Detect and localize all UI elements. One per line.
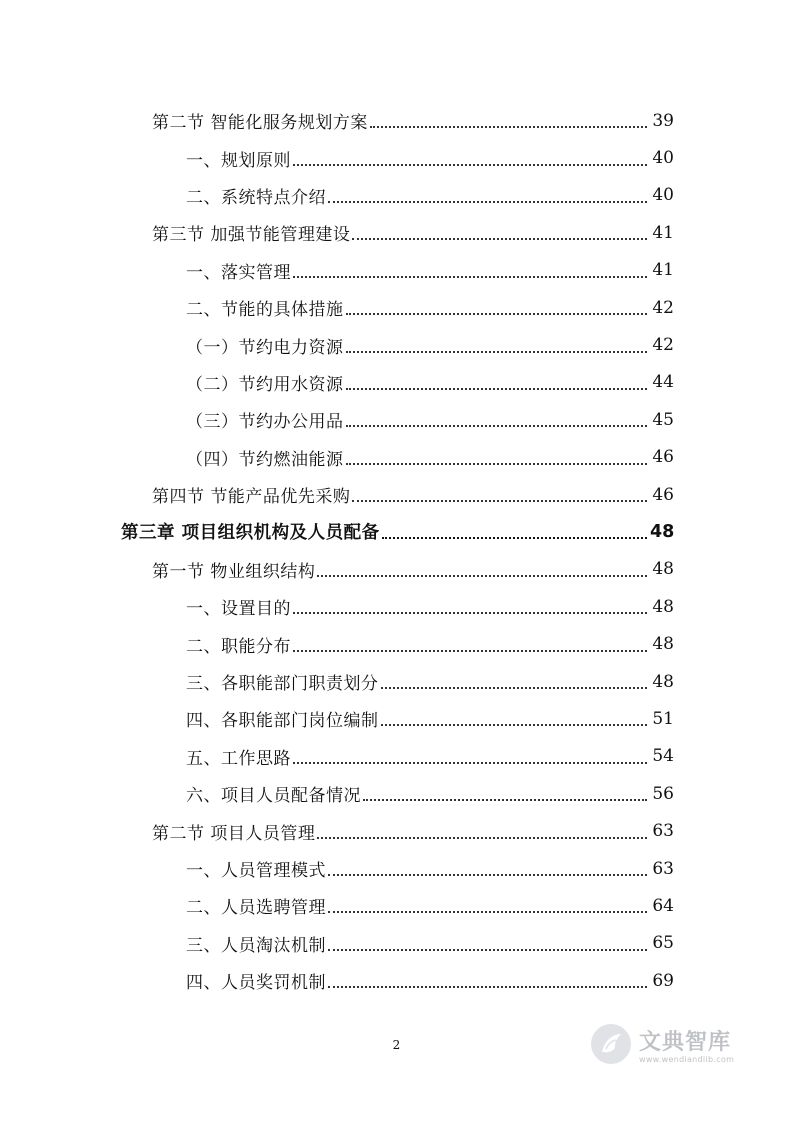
toc-dot-leader <box>346 350 648 353</box>
toc-dot-leader <box>346 387 648 390</box>
toc-entry-page: 48 <box>652 596 674 617</box>
watermark-brand: 文典智库 <box>639 1029 732 1055</box>
toc-entry-title: 二、节能的具体措施 <box>186 300 344 321</box>
toc-entry-page: 42 <box>652 335 674 356</box>
toc-entry-page: 48 <box>652 634 674 655</box>
toc-entry-title: 第三节 加强节能管理建设 <box>152 225 351 246</box>
toc-entry[interactable] <box>0 214 793 251</box>
toc-entry[interactable] <box>0 738 793 775</box>
toc-entry[interactable] <box>0 177 793 214</box>
toc-entry-title: 三、各职能部门职责划分 <box>186 674 379 695</box>
toc-entry[interactable] <box>0 663 793 700</box>
toc-dot-leader <box>381 723 648 726</box>
toc-entry-title: （三）节约办公用品 <box>186 412 344 433</box>
toc-entry[interactable] <box>0 139 793 176</box>
toc-entry-title: （四）节约燃油能源 <box>186 449 344 470</box>
toc-entry-page: 41 <box>652 222 674 243</box>
toc-entry[interactable] <box>0 925 793 962</box>
toc-dot-leader <box>381 686 648 689</box>
page-number: 2 <box>392 1038 401 1052</box>
toc-entry-title: 二、职能分布 <box>186 636 291 657</box>
toc-entry[interactable] <box>0 887 793 924</box>
toc-entry[interactable] <box>0 102 793 139</box>
toc-dot-leader <box>317 836 647 839</box>
toc-dot-leader <box>293 649 647 652</box>
toc-entry-page: 40 <box>652 148 674 169</box>
toc-dot-leader <box>293 761 647 764</box>
toc-dot-leader <box>293 275 647 278</box>
toc-entry-page: 63 <box>652 858 674 879</box>
toc-entry-title: 一、落实管理 <box>186 262 291 283</box>
toc-entry[interactable] <box>0 588 793 625</box>
toc-entry-page: 63 <box>652 821 674 842</box>
toc-entry-title: 四、人员奖罚机制 <box>186 973 326 994</box>
toc-entry[interactable] <box>0 401 793 438</box>
toc-entry-page: 48 <box>652 671 674 692</box>
toc-dot-leader <box>352 237 647 240</box>
toc-entry-title: 第二节 智能化服务规划方案 <box>152 113 368 134</box>
toc-dot-leader <box>346 462 648 465</box>
toc-entry-title: 三、人员淘汰机制 <box>186 935 326 956</box>
watermark <box>589 1018 759 1070</box>
toc-dot-leader <box>363 798 647 801</box>
toc-entry[interactable] <box>0 252 793 289</box>
toc-dot-leader <box>370 125 647 128</box>
toc-entry-title: 一、规划原则 <box>186 150 291 171</box>
toc-dot-leader <box>293 163 647 166</box>
toc-entry[interactable] <box>0 850 793 887</box>
toc-dot-leader <box>328 873 647 876</box>
toc-entry-page: 69 <box>652 970 674 991</box>
toc-entry[interactable] <box>0 625 793 662</box>
toc-entry-title: 二、人员选聘管理 <box>186 898 326 919</box>
toc-entry-title: 五、工作思路 <box>186 748 291 769</box>
toc-entry-page: 42 <box>652 297 674 318</box>
toc-entry-title: 第二节 项目人员管理 <box>152 823 316 844</box>
toc-entry-page: 39 <box>652 110 674 131</box>
toc-entry-title: 四、各职能部门岗位编制 <box>186 711 379 732</box>
toc-dot-leader <box>328 948 647 951</box>
toc-dot-leader <box>328 910 647 913</box>
toc-entry[interactable] <box>0 513 793 550</box>
toc-dot-leader <box>317 574 647 577</box>
toc-entry[interactable] <box>0 439 793 476</box>
toc-entry[interactable] <box>0 700 793 737</box>
toc-entry-title: 第四节 节能产品优先采购 <box>152 487 351 508</box>
toc-entry[interactable] <box>0 476 793 513</box>
toc-entry-page: 48 <box>652 559 674 580</box>
toc-entry[interactable] <box>0 326 793 363</box>
toc-entry-title: 一、人员管理模式 <box>186 861 326 881</box>
toc-entry-title: （二）节约用水资源 <box>186 374 344 395</box>
toc-entry-page: 54 <box>652 746 674 767</box>
toc-entry[interactable] <box>0 775 793 812</box>
toc-entry-page: 65 <box>652 933 674 954</box>
toc-dot-leader <box>328 985 647 988</box>
toc-entry-page: 48 <box>650 521 675 542</box>
toc-entry-page: 40 <box>652 185 674 206</box>
toc-entry-page: 41 <box>652 260 674 281</box>
toc-entry-page: 56 <box>652 783 674 804</box>
toc-dot-leader <box>328 200 647 203</box>
toc-dot-leader <box>382 536 647 539</box>
toc-entry-page: 46 <box>652 484 674 505</box>
table-of-contents <box>0 102 793 999</box>
toc-dot-leader <box>346 424 648 427</box>
toc-entry-title: 六、项目人员配备情况 <box>186 786 361 807</box>
toc-dot-leader <box>293 611 647 614</box>
toc-entry-page: 45 <box>652 409 674 430</box>
toc-entry[interactable] <box>0 551 793 588</box>
toc-entry-title: 第三章 项目组织机构及人员配备 <box>121 523 380 544</box>
toc-entry-page: 46 <box>652 447 674 468</box>
toc-entry-title: （一）节约电力资源 <box>186 337 344 358</box>
toc-entry[interactable] <box>0 812 793 849</box>
toc-dot-leader <box>352 499 647 502</box>
wendian-logo-icon <box>589 1022 633 1066</box>
toc-entry-page: 64 <box>652 895 674 916</box>
toc-entry[interactable] <box>0 289 793 326</box>
toc-entry-title: 一、设置目的 <box>186 599 291 620</box>
toc-entry[interactable] <box>0 364 793 401</box>
toc-entry-title: 第一节 物业组织结构 <box>152 561 316 582</box>
toc-entry-page: 44 <box>652 372 674 393</box>
watermark-url: www.wendiandlib.com <box>639 1054 735 1064</box>
toc-entry[interactable] <box>0 962 793 999</box>
toc-dot-leader <box>346 312 648 315</box>
toc-entry-page: 51 <box>652 708 674 729</box>
toc-entry-title: 二、系统特点介绍 <box>186 187 326 208</box>
